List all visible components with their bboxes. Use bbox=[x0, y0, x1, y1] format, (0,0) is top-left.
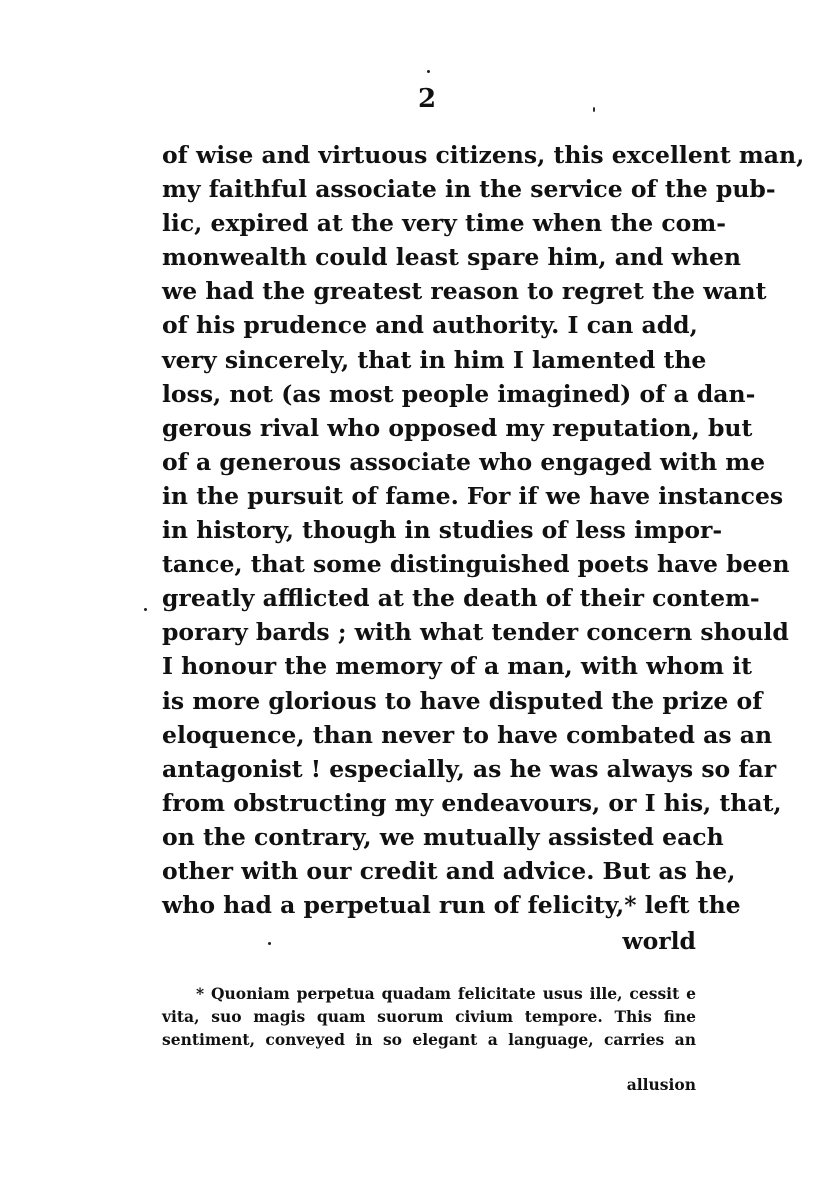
text-line: of his prudence and authority. I can add, bbox=[162, 311, 698, 340]
text-line: in history, though in studies of less impor- bbox=[162, 516, 723, 545]
footnote-catchword: allusion bbox=[626, 1075, 696, 1094]
text-line: eloquence, than never to have combated as an bbox=[162, 720, 773, 749]
text-line: greatly afflicted at the death of their contem- bbox=[162, 584, 760, 613]
text-line: we had the greatest reason to regret the want bbox=[162, 277, 767, 306]
text-line: who had a perpetual run of felicity,* left the bbox=[162, 891, 741, 920]
text-line: monwealth could least spare him, and when bbox=[162, 243, 741, 272]
ink-speck bbox=[144, 608, 147, 611]
text-line: on the contrary, we mutually assisted each bbox=[162, 822, 724, 851]
text-line: tance, that some distinguished poets have been bbox=[162, 550, 790, 579]
text-line: I honour the memory of a man, with whom it bbox=[162, 652, 753, 681]
text-line: loss, not (as most people imagined) of a dan- bbox=[162, 379, 756, 408]
text-line: gerous rival who opposed my reputation, but bbox=[162, 413, 753, 442]
catchword: world bbox=[622, 927, 696, 955]
ink-speck bbox=[427, 70, 430, 73]
footnote bbox=[162, 982, 696, 1051]
text-line: porary bards ; with what tender concern should bbox=[162, 618, 789, 647]
body-text bbox=[162, 138, 805, 922]
text-line: my faithful associate in the service of the pub- bbox=[162, 175, 776, 204]
text-line: very sincerely, that in him I lamented the bbox=[162, 345, 707, 374]
text-line: from obstructing my endeavours, or I his, that, bbox=[162, 788, 782, 817]
text-line: in the pursuit of fame. For if we have instances bbox=[162, 481, 784, 510]
footnote-line: * Quoniam perpetua quadam felicitate usus ille, cessit e bbox=[196, 984, 696, 1003]
text-line: of a generous associate who engaged with me bbox=[162, 447, 766, 476]
text-line: lic, expired at the very time when the com- bbox=[162, 209, 726, 238]
text-line: other with our credit and advice. But as he, bbox=[162, 856, 736, 885]
footnote-line: vita, suo magis quam suorum civium tempore. This fine bbox=[162, 1007, 696, 1026]
text-line: of wise and virtuous citizens, this excellent man, bbox=[162, 141, 805, 169]
text-line: antagonist ! especially, as he was always so far bbox=[162, 754, 777, 783]
footnote-line: sentiment, conveyed in so elegant a language, carries an bbox=[162, 1030, 696, 1049]
page-number: 2 bbox=[418, 84, 437, 114]
ink-speck bbox=[268, 942, 271, 945]
text-line: is more glorious to have disputed the prize of bbox=[162, 686, 763, 715]
ink-speck bbox=[593, 107, 595, 112]
